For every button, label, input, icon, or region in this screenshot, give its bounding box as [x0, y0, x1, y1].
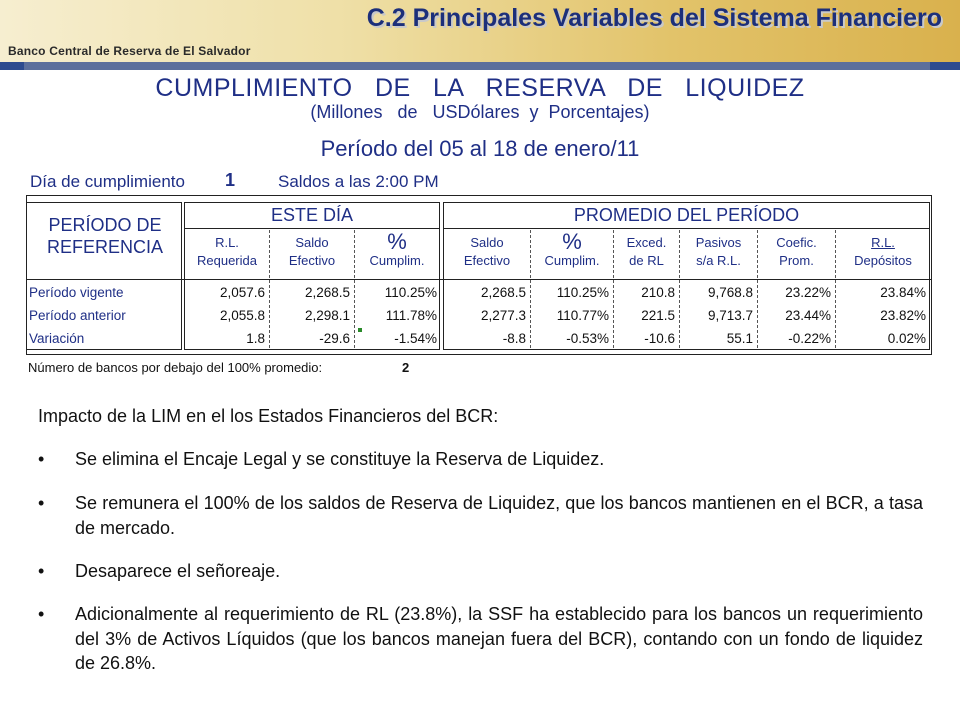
- col-header-line1: %: [562, 229, 582, 254]
- col-header-coefic-prom: [758, 234, 835, 270]
- table-cell: -8.8: [502, 331, 526, 346]
- promedio-header: PROMEDIO DEL PERÍODO: [573, 205, 800, 225]
- table-cell: 2,268.5: [480, 285, 526, 300]
- bullet-text: Se elimina el Encaje Legal y se constituye la Reserva de Liquidez.: [75, 449, 605, 469]
- table-cell: 2,057.6: [219, 285, 265, 300]
- table-cell: 0.02%: [887, 331, 926, 346]
- col-header-line2: de RL: [629, 253, 664, 268]
- table-cell: 23.44%: [785, 308, 831, 323]
- table-row: [27, 282, 931, 306]
- col-header-exced-rl: [614, 234, 679, 270]
- table-cell: 110.25%: [384, 285, 437, 300]
- table-cell: 2,055.8: [219, 308, 265, 323]
- col-header-prom-pct-cumplim: [531, 229, 613, 270]
- table-cell: 23.82%: [880, 308, 926, 323]
- bullet-dot: •: [38, 449, 45, 469]
- table-cell: -10.6: [644, 331, 675, 346]
- slide-title: C.2 Principales Variables del Sistema Financiero: [366, 4, 942, 32]
- table-row: [27, 305, 931, 329]
- table-cell: -0.53%: [566, 331, 609, 346]
- col-header-line1: Saldo: [470, 235, 504, 250]
- col-header-line2: s/a R.L.: [696, 253, 741, 268]
- col-header-line1: Exced.: [626, 235, 667, 250]
- bullet-text: Adicionalmente al requerimiento de RL (23.8%), la SSF ha establecido para los bancos un requerimiento del 3% de Activos Líquidos (que los bancos manejan fuera del BCR), contando con un fondo de liquidez de 26.8%.: [75, 604, 923, 673]
- col-header-line1: R.L.: [215, 235, 239, 250]
- col-header-line1: Pasivos: [695, 235, 742, 250]
- row-label: Período anterior: [29, 308, 126, 323]
- promedio-header-rule: [443, 228, 930, 229]
- organization-name: Banco Central de Reserva de El Salvador: [8, 44, 251, 58]
- periodo-header-line1: PERÍODO DE: [48, 215, 162, 235]
- column-header-rule: [27, 279, 931, 280]
- table-cell: 111.78%: [385, 308, 437, 323]
- table-row: [27, 328, 931, 352]
- col-header-saldo-efectivo: [270, 234, 354, 270]
- col-header-rl-requerida: [185, 234, 269, 270]
- table-cell: 2,277.3: [480, 308, 526, 323]
- table-cell: 221.5: [641, 308, 675, 323]
- dia-cumplimiento-label: Día de cumplimiento: [30, 172, 185, 191]
- col-header-line1: Coefic.: [776, 235, 817, 250]
- reserve-table: [26, 195, 932, 355]
- col-header-line2: Depósitos: [854, 253, 912, 268]
- row-label: Período vigente: [29, 285, 124, 300]
- table-cell: 210.8: [641, 285, 675, 300]
- table-cell: 1.8: [246, 331, 265, 346]
- table-cell: 110.25%: [556, 285, 609, 300]
- col-header-line1: Saldo: [295, 235, 329, 250]
- report-title: CUMPLIMIENTO DE LA RESERVA DE LIQUIDEZ: [155, 74, 805, 102]
- este-dia-header: ESTE DÍA: [270, 205, 354, 225]
- bancos-debajo-label: Número de bancos por debajo del 100% promedio:: [28, 360, 323, 375]
- bullet-dot: •: [38, 561, 45, 581]
- periodo-header: [27, 214, 183, 258]
- row-label: Variación: [29, 331, 85, 346]
- col-header-line2: Requerida: [197, 253, 257, 268]
- bullet-text: Se remunera el 100% de los saldos de Reserva de Liquidez, que los bancos mantienen en el BCR, a tasa de mercado.: [75, 493, 923, 538]
- col-header-line2: Prom.: [779, 253, 814, 268]
- table-cell: 9,713.7: [707, 308, 753, 323]
- table-cell: -1.54%: [394, 331, 437, 346]
- col-header-line2: Cumplim.: [544, 253, 600, 268]
- table-cell: -0.22%: [788, 331, 831, 346]
- header-rule-right-cap: [930, 62, 960, 70]
- report-subtitle: (Millones de USDólares y Porcentajes): [310, 102, 650, 122]
- col-header-pct-cumplim: [355, 229, 439, 270]
- bullet-dot: •: [38, 604, 45, 624]
- intro-text: Impacto de la LIM en el los Estados Financieros del BCR:: [38, 406, 499, 426]
- periodo-header-line2: REFERENCIA: [46, 237, 163, 257]
- col-header-rl-depositos: [836, 234, 930, 270]
- bullet-dot: •: [38, 493, 45, 513]
- table-cell: -29.6: [319, 331, 350, 346]
- table-cell: 23.22%: [785, 285, 831, 300]
- table-cell: 55.1: [726, 331, 753, 346]
- table-cell: 110.77%: [556, 308, 609, 323]
- bullet-text: Desaparece el señoreaje.: [75, 561, 281, 581]
- dia-cumplimiento-value: 1: [225, 170, 236, 190]
- table-cell: 23.84%: [880, 285, 926, 300]
- col-header-pasivos: [680, 234, 757, 270]
- saldos-time: Saldos a las 2:00 PM: [278, 172, 439, 191]
- table-cell: 2,268.5: [304, 285, 350, 300]
- col-header-line1: R.L.: [871, 235, 895, 250]
- header-rule-left-cap: [0, 62, 24, 70]
- col-header-line2: Efectivo: [288, 253, 336, 268]
- col-header-line1: %: [387, 229, 407, 254]
- header-rule: [0, 62, 960, 70]
- col-header-line2: Efectivo: [463, 253, 511, 268]
- bancos-debajo-value: 2: [402, 360, 410, 375]
- col-header-prom-saldo-efectivo: [444, 234, 530, 270]
- table-cell: 2,298.1: [304, 308, 350, 323]
- report-period: Período del 05 al 18 de enero/11: [320, 136, 640, 161]
- col-header-line2: Cumplim.: [369, 253, 425, 268]
- cell-comment-marker: [358, 328, 362, 332]
- table-cell: 9,768.8: [707, 285, 753, 300]
